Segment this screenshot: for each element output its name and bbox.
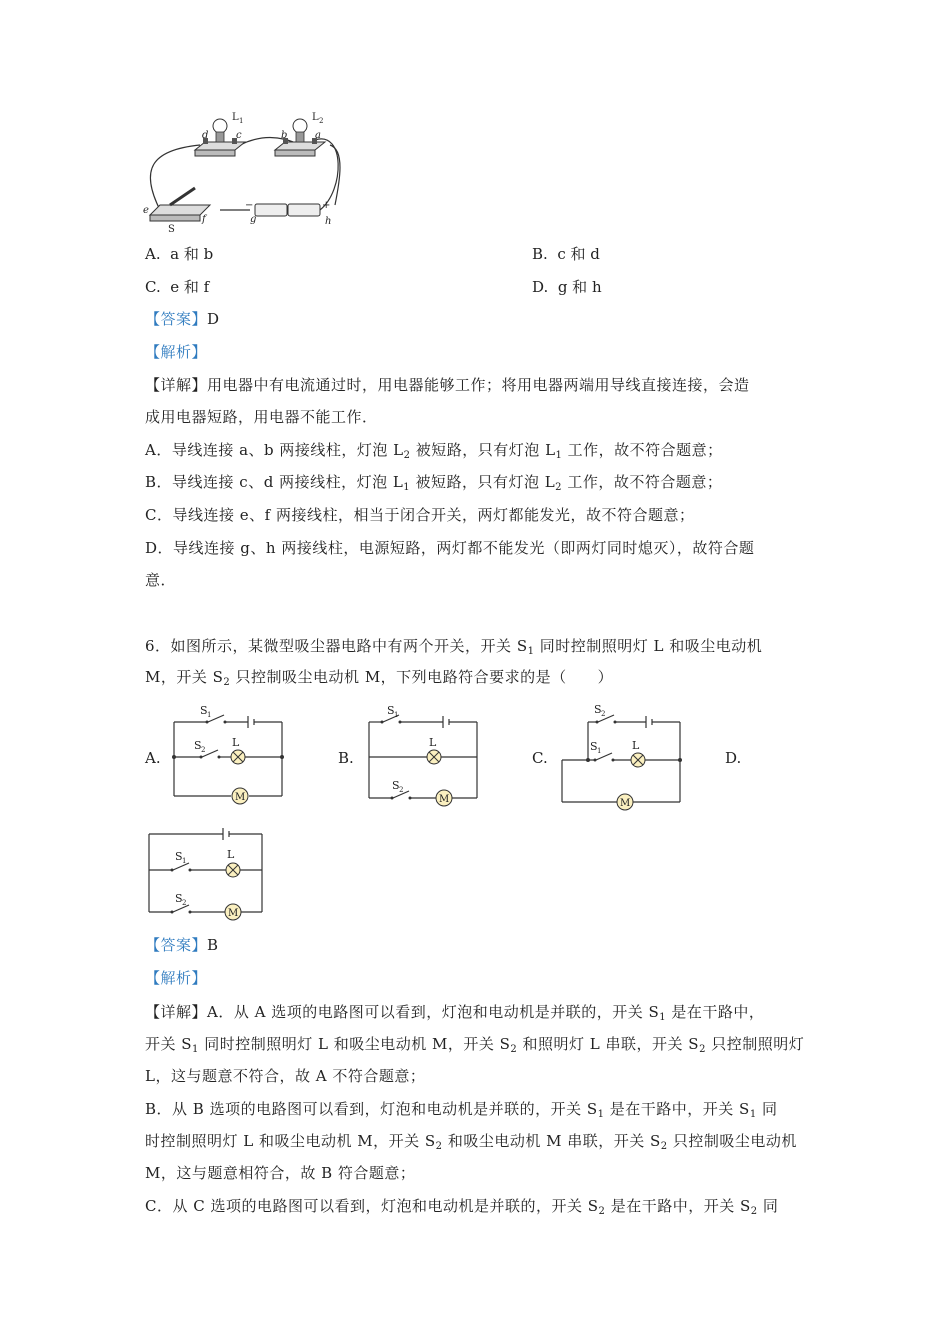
svg-text:M: M [620,798,631,809]
q6-analysis-tag: 【解析】 [145,969,208,987]
q5-expl-b: B．导线连接 c、d 两接线柱，灯泡 $L_1$ 被短路，只有灯泡 $L_2$ 工作，故不符合题意； [145,473,723,493]
q6-stem-line-2: M，开关 $S_2$ 只控制吸尘电动机 M，下列电路符合要求的是（ ） [145,668,614,688]
svg-text:2: 2 [601,710,606,718]
svg-text:S: S [194,739,202,752]
q6-circuit-a [170,700,290,803]
svg-text:1: 1 [394,711,399,719]
q5-expl-d-1: D．导线连接 g、h 两接线柱，电源短路，两灯都不能发光（即两灯同时熄灭），故符合题 [145,539,755,557]
svg-text:1: 1 [239,117,244,125]
q6-stem-line-1: 6．如图所示，某微型吸尘器电路中有两个开关，开关 $S_1$ 同时控制照明灯 L 和吸尘电动机 [145,637,763,657]
q5-circuit-figure [140,110,340,235]
svg-text:−: − [245,200,254,211]
svg-text:2: 2 [399,786,404,794]
svg-text:1: 1 [207,711,212,719]
svg-text:S: S [387,704,395,717]
svg-text:b: b [281,130,288,141]
svg-text:L: L [227,848,235,861]
svg-text:S: S [200,704,208,717]
q6-circuit-c [558,700,688,810]
svg-text:L: L [632,739,640,752]
q5-option-a: A. a 和 b [145,245,214,263]
svg-text:M: M [235,792,246,803]
svg-text:L: L [429,736,437,749]
q5-expl-a: A．导线连接 a、b 两接线柱，灯泡 $L_2$ 被短路，只有灯泡 $L_1$ 工作，故不符合题意； [145,441,723,461]
svg-text:S: S [175,892,183,905]
q6-detail-b-1: B．从 B 选项的电路图可以看到，灯泡和电动机是并联的，开关 $S_1$ 是在干路中，开关 $S_1$ 同 [145,1100,778,1120]
svg-text:S: S [175,850,183,863]
svg-text:S: S [594,703,602,716]
q5-label-l1: L [232,112,239,123]
q5-expl-c: C．导线连接 e、f 两接线柱，相当于闭合开关，两灯都能发光，故不符合题意； [145,506,695,524]
q6-option-a-label: A. [145,749,161,767]
svg-text:S: S [168,224,175,235]
q6-detail-a-3: L，这与题意不符合，故 A 不符合题意； [145,1067,426,1085]
svg-text:d: d [202,130,209,141]
svg-text:2: 2 [201,746,206,754]
svg-text:1: 1 [182,857,187,865]
svg-text:2: 2 [319,117,324,125]
q5-answer: 【答案】D [145,310,220,328]
q6-detail-a-1: 【详解】A．从 A 选项的电路图可以看到，灯泡和电动机是并联的，开关 $S_1$ 是在干路中， [145,1003,765,1023]
svg-text:1: 1 [597,747,602,755]
svg-text:a: a [315,130,321,141]
q6-option-b-label: B. [338,749,354,767]
q6-option-d-label: D. [725,749,742,767]
q5-option-b: B. c 和 d [532,245,600,263]
svg-text:2: 2 [182,899,187,907]
svg-text:+: + [322,200,331,211]
q6-detail-a-2: 开关 $S_1$ 同时控制照明灯 L 和吸尘电动机 M，开关 $S_2$ 和照明灯 L 串联，开关 $S_2$ 只控制照明灯 [145,1035,805,1055]
q5-option-d: D. g 和 h [532,278,602,296]
svg-text:M: M [228,908,239,919]
svg-text:f: f [202,214,206,225]
q6-answer: 【答案】B [145,936,219,954]
q5-label-l2: L [312,112,319,123]
q6-detail-b-2: 时控制照明灯 L 和吸尘电动机 M，开关 $S_2$ 和吸尘电动机 M 串联，开关 $S_2$ 只控制吸尘电动机 [145,1132,797,1152]
svg-text:S: S [392,779,400,792]
svg-text:c: c [236,130,242,141]
q5-detail-line-2: 成用电器短路，用电器不能工作． [145,408,378,426]
q6-circuit-b [365,700,485,810]
q6-circuit-d [145,822,270,917]
q5-analysis-tag: 【解析】 [145,343,208,361]
q5-expl-d-2: 意． [145,571,177,589]
svg-text:e: e [143,205,149,216]
svg-text:L: L [232,736,240,749]
q6-detail-c-1: C．从 C 选项的电路图可以看到，灯泡和电动机是并联的，开关 $S_2$ 是在干路中，开关 $S_2$ 同 [145,1197,779,1217]
svg-text:S: S [590,740,598,753]
svg-text:g: g [250,214,257,225]
q5-detail-line-1: 【详解】用电器中有电流通过时，用电器能够工作；将用电器两端用导线直接连接，会造 [145,376,750,394]
svg-text:M: M [439,794,450,805]
svg-text:h: h [325,216,332,227]
q5-option-c: C. e 和 f [145,278,210,296]
q6-detail-b-3: M，这与题意相符合，故 B 符合题意； [145,1164,416,1182]
q6-option-c-label: C. [532,749,548,767]
